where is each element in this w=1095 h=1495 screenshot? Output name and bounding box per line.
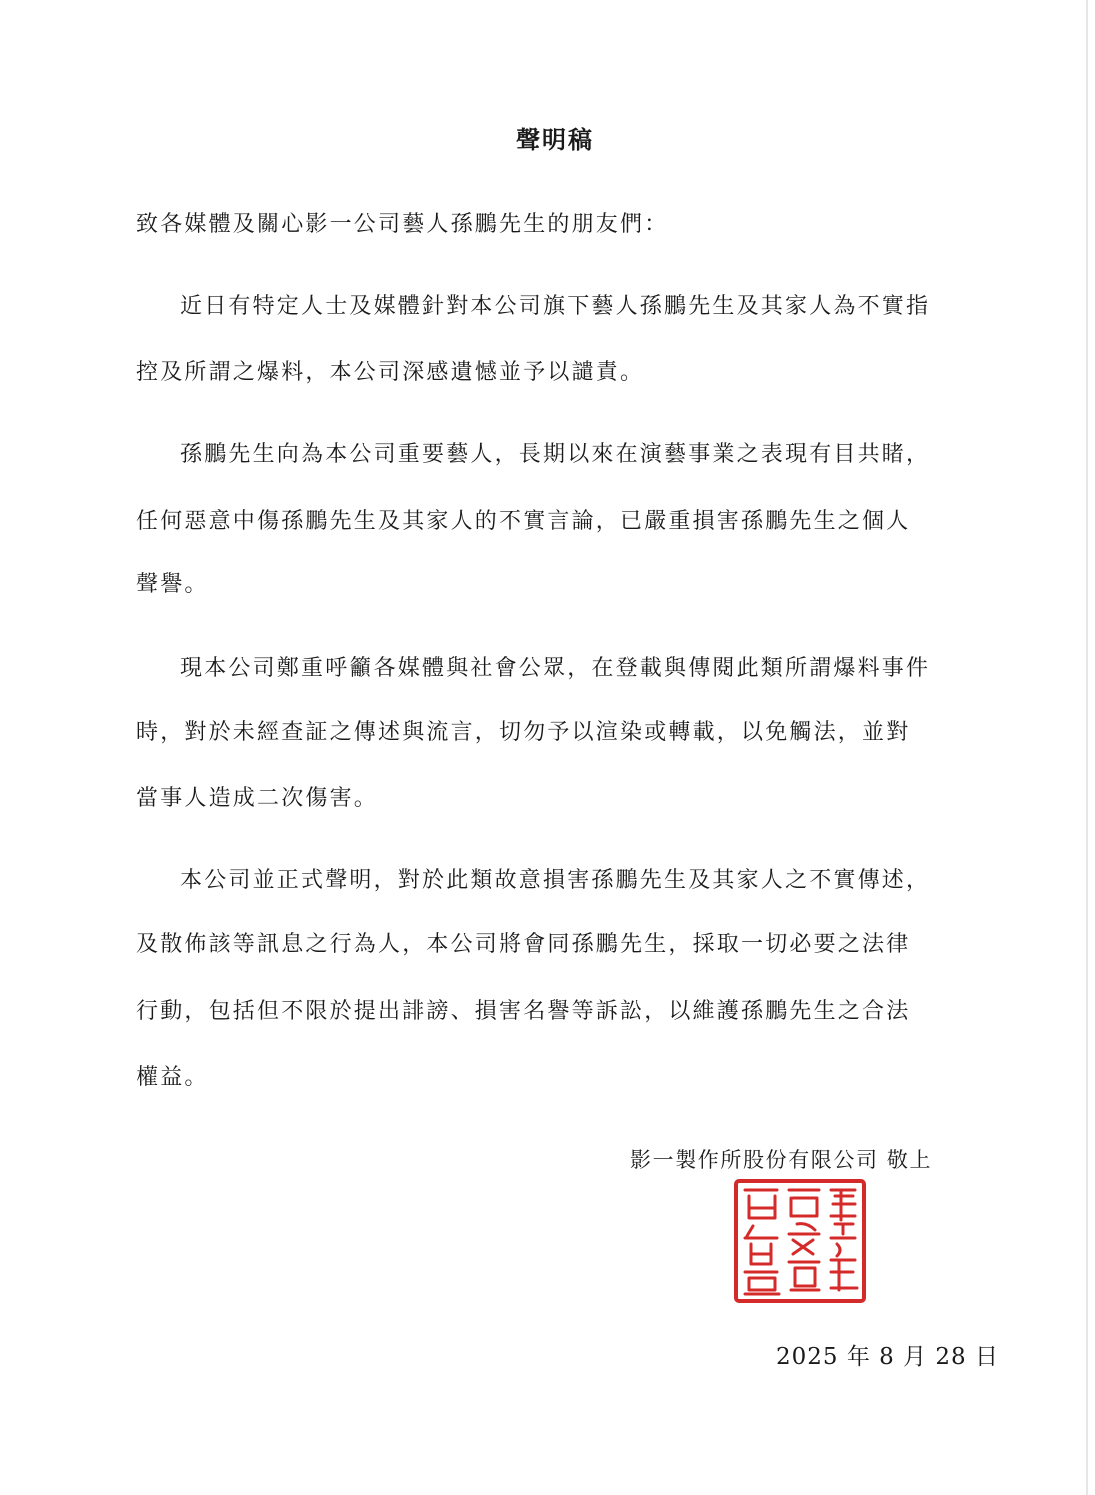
paragraph-4-line-1: 本公司並正式聲明，對於此類故意損害孫鵬先生及其家人之不實傳述， [180, 868, 931, 893]
paragraph-4-line-4: 權益。 [136, 1065, 209, 1090]
paragraph-4-line-2: 及散佈該等訊息之行為人，本公司將會同孫鵬先生，採取一切必要之法律 [136, 932, 911, 957]
paragraph-3-line-3: 當事人造成二次傷害。 [136, 786, 379, 811]
document-date: 2025 年 8 月 28 日 [776, 1344, 999, 1370]
paragraph-4-line-3: 行動，包括但不限於提出誹謗、損害名譽等訴訟，以維護孫鵬先生之合法 [136, 999, 911, 1024]
paragraph-1-line-1: 近日有特定人士及媒體針對本公司旗下藝人孫鵬先生及其家人為不實指 [180, 294, 931, 319]
document-title: 聲明稿 [516, 125, 594, 154]
paragraph-3-line-1: 現本公司鄭重呼籲各媒體與社會公眾，在登載與傳閱此類所謂爆料事件 [180, 656, 931, 681]
company-seal-stamp [731, 1176, 869, 1306]
salutation: 致各媒體及關心影一公司藝人孫鵬先生的朋友們： [136, 212, 669, 237]
paragraph-1-line-2: 控及所謂之爆料，本公司深感遺憾並予以譴責。 [136, 360, 645, 385]
paragraph-2-line-1: 孫鵬先生向為本公司重要藝人，長期以來在演藝事業之表現有目共睹， [180, 442, 931, 467]
paragraph-2-line-2: 任何惡意中傷孫鵬先生及其家人的不實言論，已嚴重損害孫鵬先生之個人 [136, 509, 911, 534]
company-signature: 影一製作所股份有限公司 敬上 [630, 1148, 933, 1172]
paragraph-3-line-2: 時，對於未經查証之傳述與流言，切勿予以渲染或轉載，以免觸法，並對 [136, 720, 911, 745]
paragraph-2-line-3: 聲譽。 [136, 572, 209, 597]
